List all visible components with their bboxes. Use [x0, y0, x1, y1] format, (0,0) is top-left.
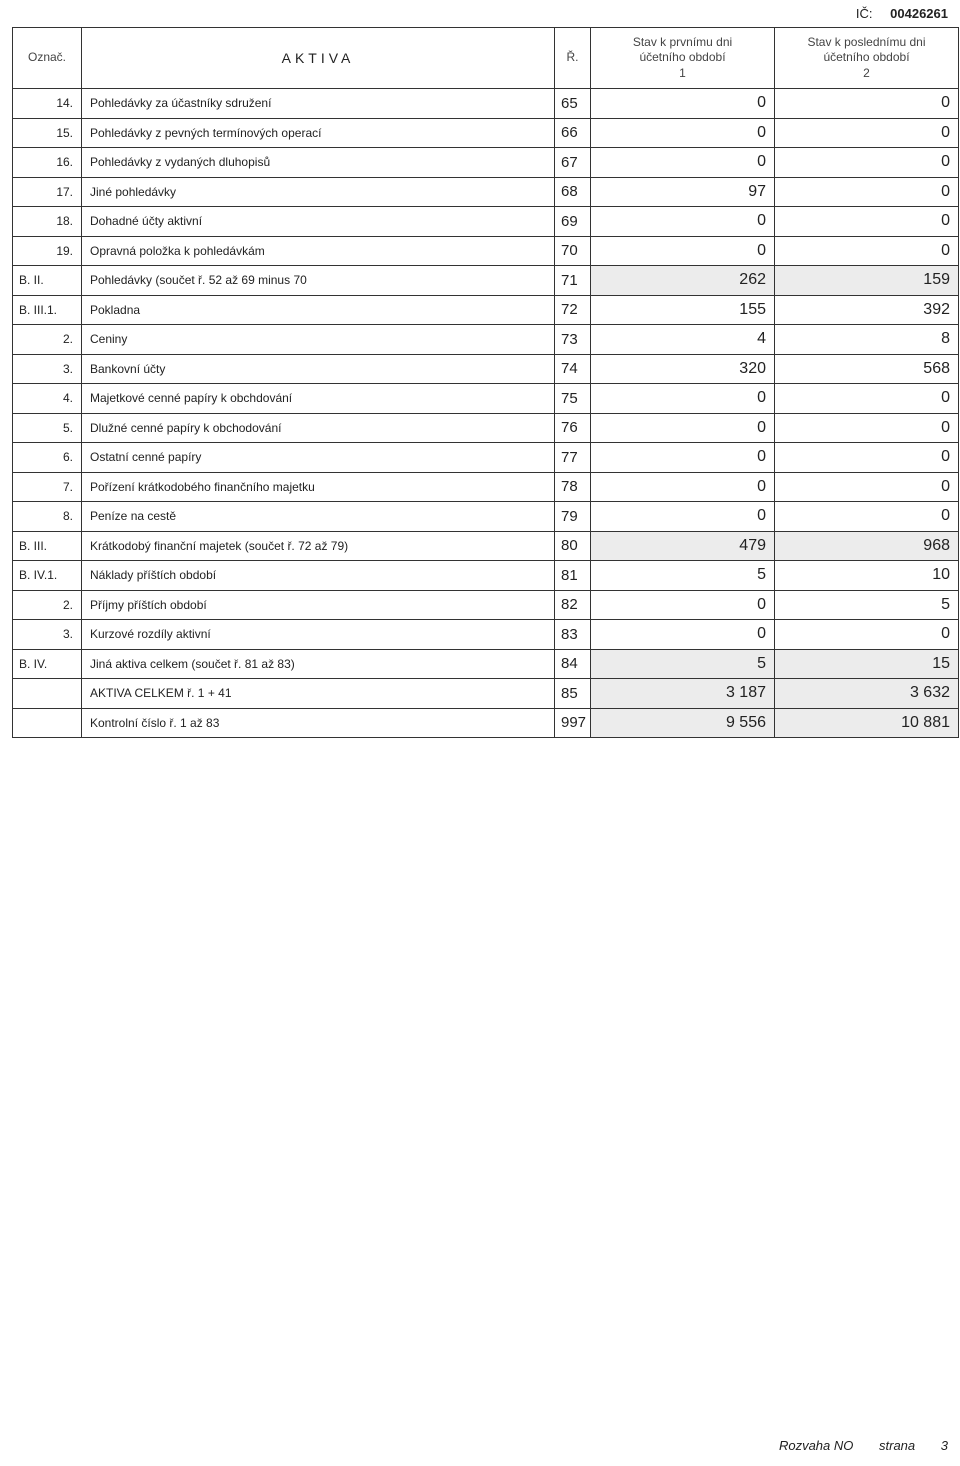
row-value-end: 0 — [775, 207, 959, 237]
header-oznac: Označ. — [13, 28, 82, 89]
row-oznac: 16. — [13, 148, 82, 178]
row-name: Pořízení krátkodobého finančního majetku — [82, 472, 555, 502]
row-value-end: 0 — [775, 472, 959, 502]
row-value-start: 0 — [591, 472, 775, 502]
row-value-end: 968 — [775, 531, 959, 561]
row-value-start: 97 — [591, 177, 775, 207]
row-oznac: 3. — [13, 354, 82, 384]
row-oznac: B. III.1. — [13, 295, 82, 325]
table-row — [13, 384, 959, 414]
row-oznac: B. IV.1. — [13, 561, 82, 591]
row-name: Krátkodobý finanční majetek (součet ř. 72 až 79) — [82, 531, 555, 561]
row-oznac: 14. — [13, 89, 82, 119]
table-row — [13, 236, 959, 266]
row-name: AKTIVA CELKEM ř. 1 + 41 — [82, 679, 555, 709]
table-row — [13, 177, 959, 207]
row-value-start: 0 — [591, 443, 775, 473]
row-name: Bankovní účty — [82, 354, 555, 384]
header-col1-line2: účetního období — [639, 50, 726, 65]
row-number: 80 — [555, 531, 591, 561]
table-row — [13, 502, 959, 532]
row-number: 83 — [555, 620, 591, 650]
table-row — [13, 207, 959, 237]
table-row — [13, 620, 959, 650]
ic-line — [856, 6, 948, 21]
row-value-end: 0 — [775, 413, 959, 443]
header-col2-num: 2 — [863, 65, 870, 80]
header-col1-num: 1 — [679, 65, 686, 80]
row-oznac: 5. — [13, 413, 82, 443]
footer-page-number: 3 — [940, 1438, 948, 1453]
row-oznac: 6. — [13, 443, 82, 473]
row-value-end: 0 — [775, 148, 959, 178]
ic-value: 00426261 — [890, 6, 948, 21]
table-row — [13, 266, 959, 296]
row-value-start: 0 — [591, 118, 775, 148]
row-name: Jiné pohledávky — [82, 177, 555, 207]
row-name: Ceniny — [82, 325, 555, 355]
row-number: 73 — [555, 325, 591, 355]
row-name: Dohadné účty aktivní — [82, 207, 555, 237]
table-row — [13, 443, 959, 473]
row-value-end: 0 — [775, 620, 959, 650]
table-row — [13, 708, 959, 738]
row-value-start: 0 — [591, 384, 775, 414]
row-name: Pohledávky z pevných termínových operací — [82, 118, 555, 148]
row-number: 74 — [555, 354, 591, 384]
row-number: 66 — [555, 118, 591, 148]
row-value-start: 0 — [591, 590, 775, 620]
table-row — [13, 89, 959, 119]
row-value-start: 0 — [591, 236, 775, 266]
row-value-start: 0 — [591, 502, 775, 532]
row-value-start: 155 — [591, 295, 775, 325]
row-number: 997 — [555, 708, 591, 738]
table-row — [13, 590, 959, 620]
row-number: 82 — [555, 590, 591, 620]
row-oznac — [13, 708, 82, 738]
row-name: Náklady příštích období — [82, 561, 555, 591]
table-row — [13, 679, 959, 709]
row-number: 78 — [555, 472, 591, 502]
table-row — [13, 649, 959, 679]
row-number: 69 — [555, 207, 591, 237]
row-oznac: 2. — [13, 590, 82, 620]
row-value-end: 5 — [775, 590, 959, 620]
row-number: 65 — [555, 89, 591, 119]
row-number: 77 — [555, 443, 591, 473]
row-value-end: 10 881 — [775, 708, 959, 738]
row-oznac: 7. — [13, 472, 82, 502]
footer-page-label: strana — [879, 1438, 916, 1453]
row-value-start: 5 — [591, 649, 775, 679]
row-oznac: 18. — [13, 207, 82, 237]
row-value-end: 0 — [775, 89, 959, 119]
row-value-end: 0 — [775, 443, 959, 473]
table-row — [13, 118, 959, 148]
header-col2 — [775, 28, 959, 89]
row-value-start: 9 556 — [591, 708, 775, 738]
row-value-start: 262 — [591, 266, 775, 296]
row-number: 68 — [555, 177, 591, 207]
row-oznac: B. IV. — [13, 649, 82, 679]
row-value-end: 392 — [775, 295, 959, 325]
table-row — [13, 561, 959, 591]
balance-sheet-table — [12, 27, 959, 738]
row-name: Pohledávky za účastníky sdružení — [82, 89, 555, 119]
row-oznac: 15. — [13, 118, 82, 148]
table-row — [13, 413, 959, 443]
row-value-start: 5 — [591, 561, 775, 591]
row-oznac: 8. — [13, 502, 82, 532]
ic-label: IČ: — [855, 6, 873, 21]
row-name: Kurzové rozdíly aktivní — [82, 620, 555, 650]
row-value-start: 320 — [591, 354, 775, 384]
row-oznac: B. II. — [13, 266, 82, 296]
table-row — [13, 472, 959, 502]
table-row — [13, 325, 959, 355]
row-oznac: 19. — [13, 236, 82, 266]
row-number: 85 — [555, 679, 591, 709]
row-value-end: 10 — [775, 561, 959, 591]
row-value-start: 4 — [591, 325, 775, 355]
row-oznac: 17. — [13, 177, 82, 207]
row-oznac: 2. — [13, 325, 82, 355]
row-value-start: 0 — [591, 413, 775, 443]
row-number: 76 — [555, 413, 591, 443]
row-name: Příjmy příštích období — [82, 590, 555, 620]
row-oznac — [13, 679, 82, 709]
header-col2-line2: účetního období — [823, 50, 910, 65]
row-name: Kontrolní číslo ř. 1 až 83 — [82, 708, 555, 738]
row-value-end: 0 — [775, 177, 959, 207]
row-value-end: 15 — [775, 649, 959, 679]
table-row — [13, 148, 959, 178]
row-number: 81 — [555, 561, 591, 591]
row-value-end: 3 632 — [775, 679, 959, 709]
header-row — [13, 28, 959, 89]
row-value-end: 8 — [775, 325, 959, 355]
row-value-start: 479 — [591, 531, 775, 561]
row-oznac: B. III. — [13, 531, 82, 561]
table-row — [13, 531, 959, 561]
footer-doc-name: Rozvaha NO — [778, 1438, 854, 1453]
row-number: 72 — [555, 295, 591, 325]
row-name: Jiná aktiva celkem (součet ř. 81 až 83) — [82, 649, 555, 679]
row-number: 71 — [555, 266, 591, 296]
row-value-end: 0 — [775, 384, 959, 414]
row-number: 79 — [555, 502, 591, 532]
table-row — [13, 295, 959, 325]
row-value-start: 0 — [591, 620, 775, 650]
row-value-end: 0 — [775, 502, 959, 532]
row-number: 67 — [555, 148, 591, 178]
row-name: Pokladna — [82, 295, 555, 325]
row-oznac: 4. — [13, 384, 82, 414]
row-name: Pohledávky (součet ř. 52 až 69 minus 70 — [82, 266, 555, 296]
row-value-start: 0 — [591, 148, 775, 178]
row-name: Peníze na cestě — [82, 502, 555, 532]
page-footer — [779, 1438, 948, 1453]
header-col2-line1: Stav k poslednímu dni — [807, 34, 926, 49]
row-value-end: 0 — [775, 118, 959, 148]
header-col1-line1: Stav k prvnímu dni — [632, 34, 733, 49]
row-value-start: 0 — [591, 89, 775, 119]
row-name: Majetkové cenné papíry k obchdování — [82, 384, 555, 414]
row-value-end: 159 — [775, 266, 959, 296]
row-number: 70 — [555, 236, 591, 266]
row-oznac: 3. — [13, 620, 82, 650]
row-name: Opravná položka k pohledávkám — [82, 236, 555, 266]
table-row — [13, 354, 959, 384]
row-number: 75 — [555, 384, 591, 414]
row-name: Dlužné cenné papíry k obchodování — [82, 413, 555, 443]
header-row-number: Ř. — [555, 28, 591, 89]
row-name: Pohledávky z vydaných dluhopisů — [82, 148, 555, 178]
header-aktiva: AKTIVA — [82, 28, 555, 89]
row-value-start: 3 187 — [591, 679, 775, 709]
row-name: Ostatní cenné papíry — [82, 443, 555, 473]
header-col1 — [591, 28, 775, 89]
row-value-start: 0 — [591, 207, 775, 237]
row-number: 84 — [555, 649, 591, 679]
row-value-end: 568 — [775, 354, 959, 384]
row-value-end: 0 — [775, 236, 959, 266]
